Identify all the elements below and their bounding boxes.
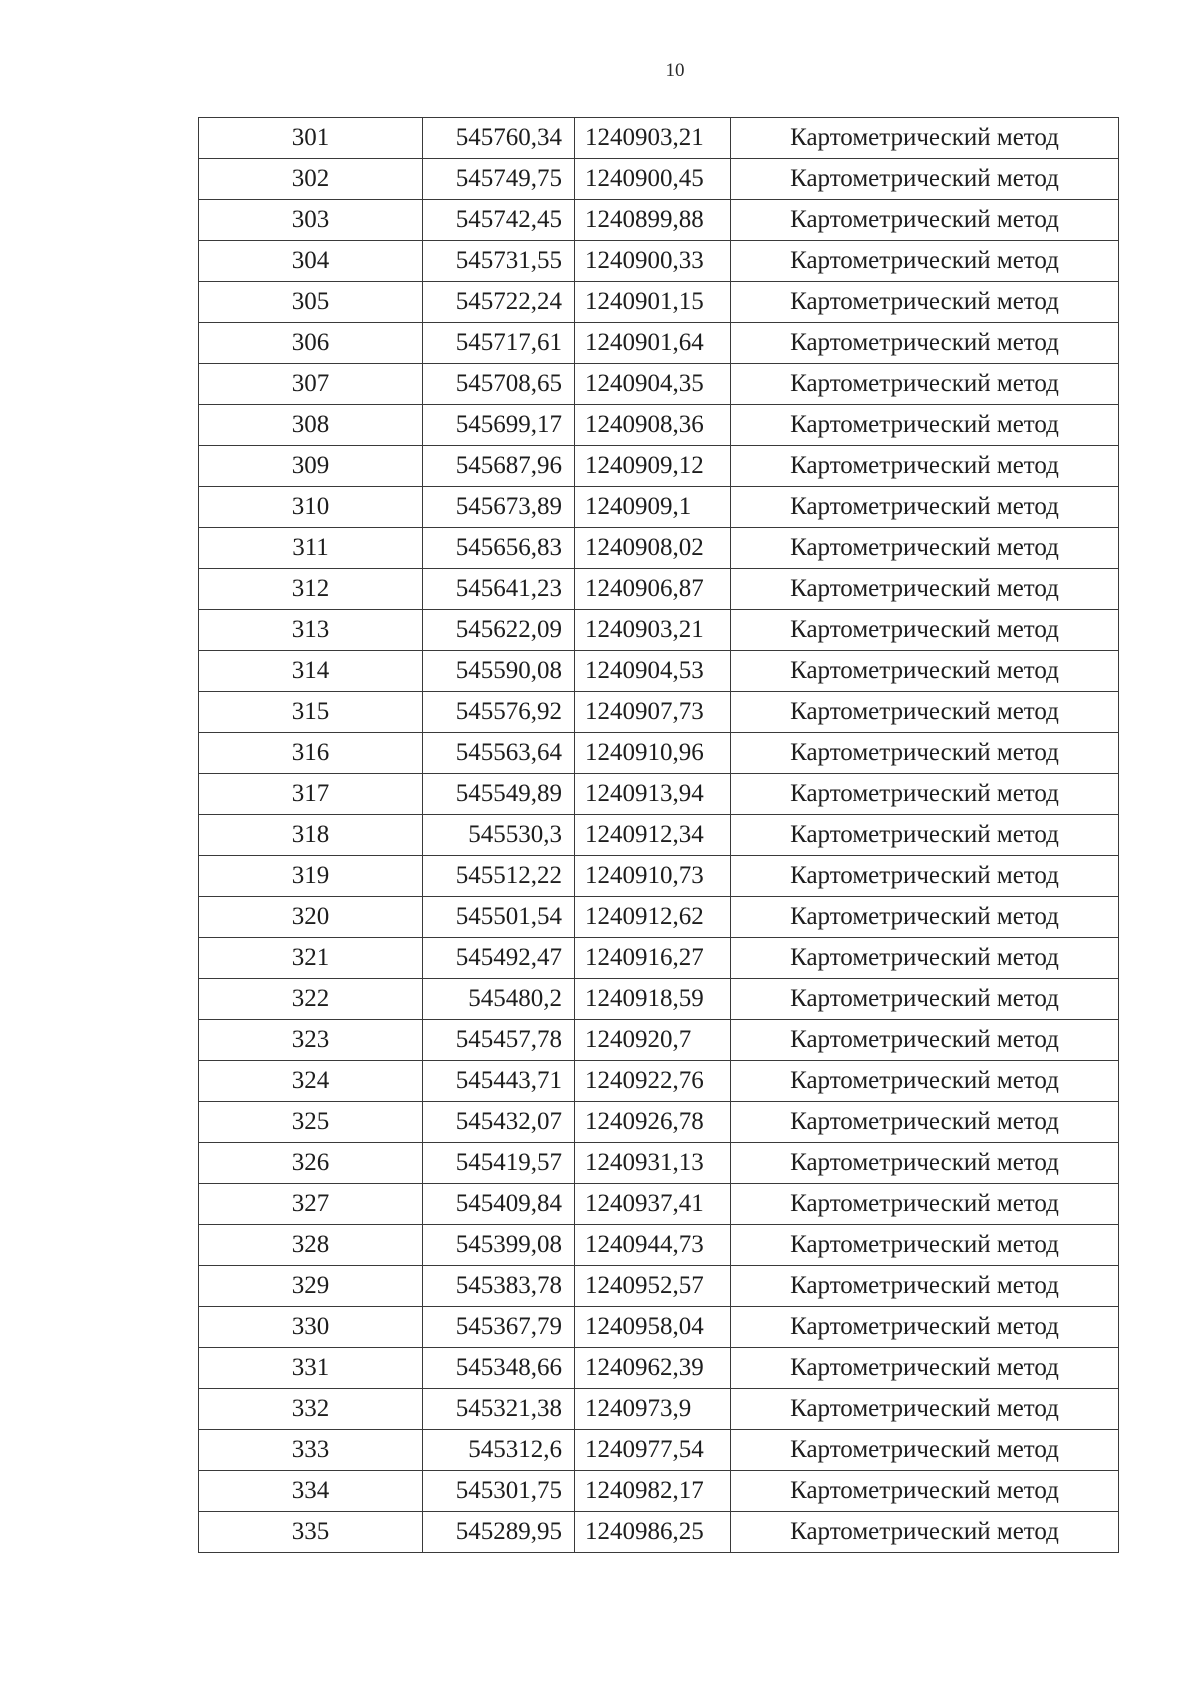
table-row bbox=[199, 733, 1119, 774]
point-number-cell: 324 bbox=[199, 1061, 423, 1102]
table-row bbox=[199, 610, 1119, 651]
table-row bbox=[199, 1225, 1119, 1266]
x-coordinate-cell: 545731,55 bbox=[423, 241, 575, 282]
method-cell: Картометрический метод bbox=[731, 1307, 1119, 1348]
method-cell: Картометрический метод bbox=[731, 364, 1119, 405]
point-number-cell: 307 bbox=[199, 364, 423, 405]
x-coordinate-cell: 545457,78 bbox=[423, 1020, 575, 1061]
point-number-cell: 330 bbox=[199, 1307, 423, 1348]
point-number-cell: 329 bbox=[199, 1266, 423, 1307]
table-row bbox=[199, 692, 1119, 733]
point-number-cell: 326 bbox=[199, 1143, 423, 1184]
point-number-cell: 313 bbox=[199, 610, 423, 651]
table-row bbox=[199, 405, 1119, 446]
table-row bbox=[199, 118, 1119, 159]
x-coordinate-cell: 545590,08 bbox=[423, 651, 575, 692]
table-row bbox=[199, 979, 1119, 1020]
x-coordinate-cell: 545367,79 bbox=[423, 1307, 575, 1348]
x-coordinate-cell: 545742,45 bbox=[423, 200, 575, 241]
y-coordinate-cell: 1240909,12 bbox=[575, 446, 731, 487]
x-coordinate-cell: 545530,3 bbox=[423, 815, 575, 856]
x-coordinate-cell: 545383,78 bbox=[423, 1266, 575, 1307]
y-coordinate-cell: 1240900,45 bbox=[575, 159, 731, 200]
x-coordinate-cell: 545656,83 bbox=[423, 528, 575, 569]
x-coordinate-cell: 545722,24 bbox=[423, 282, 575, 323]
method-cell: Картометрический метод bbox=[731, 692, 1119, 733]
x-coordinate-cell: 545409,84 bbox=[423, 1184, 575, 1225]
x-coordinate-cell: 545622,09 bbox=[423, 610, 575, 651]
method-cell: Картометрический метод bbox=[731, 1430, 1119, 1471]
point-number-cell: 321 bbox=[199, 938, 423, 979]
table-row bbox=[199, 1020, 1119, 1061]
x-coordinate-cell: 545501,54 bbox=[423, 897, 575, 938]
y-coordinate-cell: 1240916,27 bbox=[575, 938, 731, 979]
point-number-cell: 325 bbox=[199, 1102, 423, 1143]
x-coordinate-cell: 545760,34 bbox=[423, 118, 575, 159]
method-cell: Картометрический метод bbox=[731, 1102, 1119, 1143]
point-number-cell: 314 bbox=[199, 651, 423, 692]
table-row bbox=[199, 774, 1119, 815]
y-coordinate-cell: 1240920,7 bbox=[575, 1020, 731, 1061]
x-coordinate-cell: 545641,23 bbox=[423, 569, 575, 610]
method-cell: Картометрический метод bbox=[731, 569, 1119, 610]
y-coordinate-cell: 1240908,02 bbox=[575, 528, 731, 569]
point-number-cell: 315 bbox=[199, 692, 423, 733]
table-row bbox=[199, 1389, 1119, 1430]
method-cell: Картометрический метод bbox=[731, 446, 1119, 487]
table-row bbox=[199, 1184, 1119, 1225]
table-row bbox=[199, 241, 1119, 282]
x-coordinate-cell: 545699,17 bbox=[423, 405, 575, 446]
method-cell: Картометрический метод bbox=[731, 1184, 1119, 1225]
y-coordinate-cell: 1240926,78 bbox=[575, 1102, 731, 1143]
table-row bbox=[199, 1143, 1119, 1184]
method-cell: Картометрический метод bbox=[731, 1020, 1119, 1061]
y-coordinate-cell: 1240973,9 bbox=[575, 1389, 731, 1430]
x-coordinate-cell: 545321,38 bbox=[423, 1389, 575, 1430]
y-coordinate-cell: 1240900,33 bbox=[575, 241, 731, 282]
table-row bbox=[199, 1266, 1119, 1307]
table-row bbox=[199, 1061, 1119, 1102]
y-coordinate-cell: 1240908,36 bbox=[575, 405, 731, 446]
table-row bbox=[199, 528, 1119, 569]
y-coordinate-cell: 1240958,04 bbox=[575, 1307, 731, 1348]
y-coordinate-cell: 1240977,54 bbox=[575, 1430, 731, 1471]
x-coordinate-cell: 545348,66 bbox=[423, 1348, 575, 1389]
y-coordinate-cell: 1240901,64 bbox=[575, 323, 731, 364]
method-cell: Картометрический метод bbox=[731, 897, 1119, 938]
y-coordinate-cell: 1240912,62 bbox=[575, 897, 731, 938]
point-number-cell: 328 bbox=[199, 1225, 423, 1266]
point-number-cell: 316 bbox=[199, 733, 423, 774]
y-coordinate-cell: 1240904,35 bbox=[575, 364, 731, 405]
y-coordinate-cell: 1240907,73 bbox=[575, 692, 731, 733]
method-cell: Картометрический метод bbox=[731, 651, 1119, 692]
point-number-cell: 306 bbox=[199, 323, 423, 364]
table-row bbox=[199, 1430, 1119, 1471]
coordinates-table-body bbox=[199, 118, 1119, 1553]
x-coordinate-cell: 545708,65 bbox=[423, 364, 575, 405]
method-cell: Картометрический метод bbox=[731, 118, 1119, 159]
point-number-cell: 333 bbox=[199, 1430, 423, 1471]
table-row bbox=[199, 1102, 1119, 1143]
point-number-cell: 303 bbox=[199, 200, 423, 241]
y-coordinate-cell: 1240986,25 bbox=[575, 1512, 731, 1553]
y-coordinate-cell: 1240903,21 bbox=[575, 610, 731, 651]
x-coordinate-cell: 545563,64 bbox=[423, 733, 575, 774]
method-cell: Картометрический метод bbox=[731, 1512, 1119, 1553]
method-cell: Картометрический метод bbox=[731, 1061, 1119, 1102]
x-coordinate-cell: 545512,22 bbox=[423, 856, 575, 897]
point-number-cell: 320 bbox=[199, 897, 423, 938]
y-coordinate-cell: 1240899,88 bbox=[575, 200, 731, 241]
x-coordinate-cell: 545301,75 bbox=[423, 1471, 575, 1512]
method-cell: Картометрический метод bbox=[731, 774, 1119, 815]
table-row bbox=[199, 897, 1119, 938]
method-cell: Картометрический метод bbox=[731, 1471, 1119, 1512]
point-number-cell: 319 bbox=[199, 856, 423, 897]
x-coordinate-cell: 545399,08 bbox=[423, 1225, 575, 1266]
y-coordinate-cell: 1240910,73 bbox=[575, 856, 731, 897]
y-coordinate-cell: 1240962,39 bbox=[575, 1348, 731, 1389]
point-number-cell: 312 bbox=[199, 569, 423, 610]
x-coordinate-cell: 545432,07 bbox=[423, 1102, 575, 1143]
point-number-cell: 310 bbox=[199, 487, 423, 528]
method-cell: Картометрический метод bbox=[731, 856, 1119, 897]
point-number-cell: 309 bbox=[199, 446, 423, 487]
y-coordinate-cell: 1240904,53 bbox=[575, 651, 731, 692]
page-number: 10 bbox=[665, 60, 685, 81]
method-cell: Картометрический метод bbox=[731, 1143, 1119, 1184]
y-coordinate-cell: 1240922,76 bbox=[575, 1061, 731, 1102]
method-cell: Картометрический метод bbox=[731, 241, 1119, 282]
point-number-cell: 327 bbox=[199, 1184, 423, 1225]
y-coordinate-cell: 1240903,21 bbox=[575, 118, 731, 159]
y-coordinate-cell: 1240982,17 bbox=[575, 1471, 731, 1512]
point-number-cell: 305 bbox=[199, 282, 423, 323]
x-coordinate-cell: 545312,6 bbox=[423, 1430, 575, 1471]
x-coordinate-cell: 545687,96 bbox=[423, 446, 575, 487]
point-number-cell: 301 bbox=[199, 118, 423, 159]
table-row bbox=[199, 1512, 1119, 1553]
table-row bbox=[199, 1348, 1119, 1389]
point-number-cell: 334 bbox=[199, 1471, 423, 1512]
table-row bbox=[199, 446, 1119, 487]
method-cell: Картометрический метод bbox=[731, 323, 1119, 364]
method-cell: Картометрический метод bbox=[731, 1348, 1119, 1389]
table-row bbox=[199, 651, 1119, 692]
table-row bbox=[199, 282, 1119, 323]
method-cell: Картометрический метод bbox=[731, 282, 1119, 323]
point-number-cell: 332 bbox=[199, 1389, 423, 1430]
method-cell: Картометрический метод bbox=[731, 1389, 1119, 1430]
point-number-cell: 335 bbox=[199, 1512, 423, 1553]
point-number-cell: 322 bbox=[199, 979, 423, 1020]
method-cell: Картометрический метод bbox=[731, 159, 1119, 200]
table-row bbox=[199, 364, 1119, 405]
y-coordinate-cell: 1240906,87 bbox=[575, 569, 731, 610]
x-coordinate-cell: 545673,89 bbox=[423, 487, 575, 528]
point-number-cell: 311 bbox=[199, 528, 423, 569]
method-cell: Картометрический метод bbox=[731, 528, 1119, 569]
table-row bbox=[199, 323, 1119, 364]
table-row bbox=[199, 159, 1119, 200]
x-coordinate-cell: 545480,2 bbox=[423, 979, 575, 1020]
point-number-cell: 331 bbox=[199, 1348, 423, 1389]
point-number-cell: 304 bbox=[199, 241, 423, 282]
table-row bbox=[199, 569, 1119, 610]
table-row bbox=[199, 200, 1119, 241]
table-row bbox=[199, 1307, 1119, 1348]
y-coordinate-cell: 1240909,1 bbox=[575, 487, 731, 528]
y-coordinate-cell: 1240910,96 bbox=[575, 733, 731, 774]
method-cell: Картометрический метод bbox=[731, 979, 1119, 1020]
point-number-cell: 317 bbox=[199, 774, 423, 815]
method-cell: Картометрический метод bbox=[731, 733, 1119, 774]
table-row bbox=[199, 938, 1119, 979]
y-coordinate-cell: 1240937,41 bbox=[575, 1184, 731, 1225]
x-coordinate-cell: 545443,71 bbox=[423, 1061, 575, 1102]
x-coordinate-cell: 545549,89 bbox=[423, 774, 575, 815]
method-cell: Картометрический метод bbox=[731, 938, 1119, 979]
table-row bbox=[199, 487, 1119, 528]
table-row bbox=[199, 856, 1119, 897]
method-cell: Картометрический метод bbox=[731, 815, 1119, 856]
x-coordinate-cell: 545749,75 bbox=[423, 159, 575, 200]
y-coordinate-cell: 1240918,59 bbox=[575, 979, 731, 1020]
x-coordinate-cell: 545492,47 bbox=[423, 938, 575, 979]
x-coordinate-cell: 545576,92 bbox=[423, 692, 575, 733]
x-coordinate-cell: 545419,57 bbox=[423, 1143, 575, 1184]
x-coordinate-cell: 545289,95 bbox=[423, 1512, 575, 1553]
method-cell: Картометрический метод bbox=[731, 200, 1119, 241]
method-cell: Картометрический метод bbox=[731, 405, 1119, 446]
y-coordinate-cell: 1240901,15 bbox=[575, 282, 731, 323]
coordinates-table bbox=[198, 117, 1119, 1553]
method-cell: Картометрический метод bbox=[731, 610, 1119, 651]
y-coordinate-cell: 1240944,73 bbox=[575, 1225, 731, 1266]
table-row bbox=[199, 1471, 1119, 1512]
method-cell: Картометрический метод bbox=[731, 1225, 1119, 1266]
y-coordinate-cell: 1240952,57 bbox=[575, 1266, 731, 1307]
method-cell: Картометрический метод bbox=[731, 487, 1119, 528]
point-number-cell: 323 bbox=[199, 1020, 423, 1061]
y-coordinate-cell: 1240931,13 bbox=[575, 1143, 731, 1184]
table-row bbox=[199, 815, 1119, 856]
method-cell: Картометрический метод bbox=[731, 1266, 1119, 1307]
point-number-cell: 302 bbox=[199, 159, 423, 200]
x-coordinate-cell: 545717,61 bbox=[423, 323, 575, 364]
y-coordinate-cell: 1240913,94 bbox=[575, 774, 731, 815]
point-number-cell: 308 bbox=[199, 405, 423, 446]
point-number-cell: 318 bbox=[199, 815, 423, 856]
y-coordinate-cell: 1240912,34 bbox=[575, 815, 731, 856]
